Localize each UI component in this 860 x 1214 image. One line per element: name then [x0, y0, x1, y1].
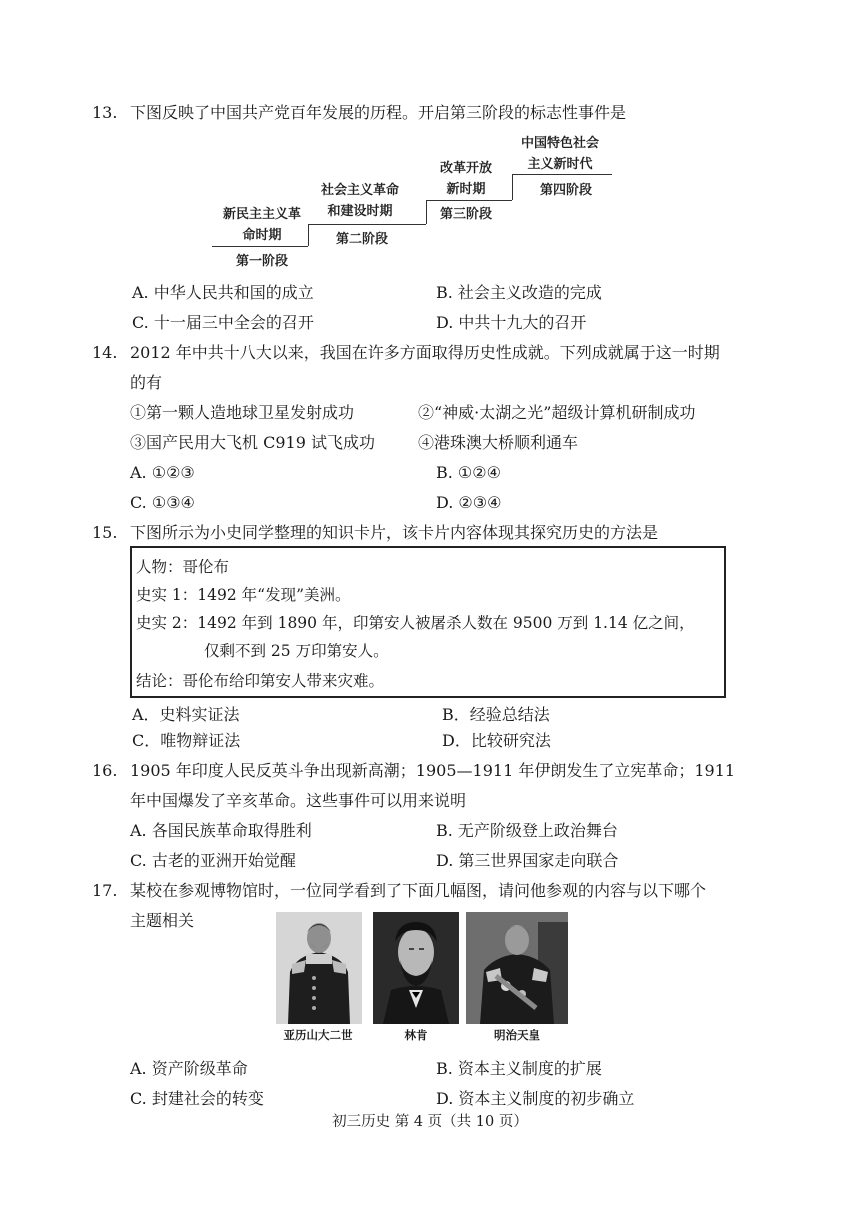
portrait-alexander-ii: [276, 912, 362, 1024]
stair-step-1: [212, 246, 308, 247]
question-stem: 主题相关: [130, 911, 195, 930]
option-d[interactable]: D．比较研究法: [442, 731, 551, 750]
stage3-title: 新时期: [446, 182, 486, 197]
knowledge-card: [130, 546, 726, 698]
card-line: 史实 2：1492 年到 1890 年，印第安人被屠杀人数在 9500 万到 1.14 亿之间，: [136, 614, 695, 632]
option-c[interactable]: C．唯物辩证法: [132, 731, 241, 750]
stair-riser-3: [512, 174, 513, 200]
stage2-title: 社会主义革命: [320, 183, 399, 198]
card-line: 人物：哥伦布: [136, 558, 230, 576]
option-b[interactable]: B. 无产阶级登上政治舞台: [436, 821, 618, 840]
option-c[interactable]: C. 封建社会的转变: [130, 1089, 264, 1108]
option-a[interactable]: A. 各国民族革命取得胜利: [130, 821, 312, 840]
option-a[interactable]: A. 中华人民共和国的成立: [132, 283, 314, 302]
card-line: 仅剩不到 25 万印第安人。: [204, 642, 389, 660]
question-number: 17.: [92, 881, 118, 900]
question-stem: 2012 年中共十八大以来，我国在许多方面取得历史性成就。下列成就属于这一时期: [130, 343, 720, 362]
question-number: 15.: [92, 523, 118, 542]
option-b[interactable]: B. 资本主义制度的扩展: [436, 1059, 602, 1078]
question-stem: 某校在参观博物馆时，一位同学看到了下面几幅图，请问他参观的内容与以下哪个: [130, 881, 707, 900]
question-number: 13.: [92, 103, 118, 122]
option-a[interactable]: A. ①②③: [130, 463, 195, 482]
question-stem: 的有: [130, 373, 163, 392]
option-b[interactable]: B. ①②④: [436, 463, 501, 482]
option-d[interactable]: D. 中共十九大的召开: [436, 313, 587, 332]
option-b[interactable]: B. 社会主义改造的完成: [436, 283, 602, 302]
stage4-title: 主义新时代: [527, 157, 593, 172]
question-stem: 年中国爆发了辛亥革命。这些事件可以用来说明: [130, 791, 467, 810]
stair-step-2: [308, 224, 426, 225]
statement-item: ③国产民用大飞机 C919 试飞成功: [130, 433, 375, 452]
stage4-title: 中国特色社会: [520, 136, 599, 151]
question-stem: 下图所示为小史同学整理的知识卡片，该卡片内容体现其探究历史的方法是: [130, 523, 659, 542]
stage1-label: 第一阶段: [235, 254, 288, 269]
portrait-caption: 明治天皇: [494, 1028, 540, 1042]
portrait-caption: 林肯: [404, 1028, 428, 1042]
option-d[interactable]: D. ②③④: [436, 493, 502, 512]
option-d[interactable]: D. 第三世界国家走向联合: [436, 851, 619, 870]
card-line: 结论：哥伦布给印第安人带来灾难。: [136, 672, 385, 690]
stage1-title: 新民主主义革: [222, 207, 301, 222]
stage3-title: 改革开放: [439, 161, 492, 176]
option-b[interactable]: B．经验总结法: [442, 705, 550, 724]
statement-item: ①第一颗人造地球卫星发射成功: [130, 403, 355, 422]
card-line: 史实 1：1492 年“发现”美洲。: [136, 586, 351, 604]
question-stem: 1905 年印度人民反英斗争出现新高潮；1905—1911 年伊朗发生了立宪革命；1911: [130, 761, 736, 780]
option-d[interactable]: D. 资本主义制度的初步确立: [436, 1089, 635, 1108]
option-c[interactable]: C. ①③④: [130, 493, 195, 512]
portrait-lincoln: [373, 912, 459, 1024]
question-stem: 下图反映了中国共产党百年发展的历程。开启第三阶段的标志性事件是: [130, 103, 627, 122]
statement-item: ②“神威·太湖之光”超级计算机研制成功: [418, 403, 696, 422]
stair-riser-1: [308, 224, 309, 246]
option-c[interactable]: C. 十一届三中全会的召开: [132, 313, 314, 332]
option-a[interactable]: A. 资产阶级革命: [130, 1059, 248, 1078]
statement-item: ④港珠澳大桥顺利通车: [418, 433, 579, 452]
page-footer: 初三历史 第 4 页（共 10 页）: [332, 1114, 528, 1130]
stage4-label: 第四阶段: [539, 183, 592, 198]
portrait-caption: 亚历山大二世: [283, 1028, 353, 1042]
stage3-label: 第三阶段: [439, 207, 492, 222]
option-c[interactable]: C. 古老的亚洲开始觉醒: [130, 851, 296, 870]
stage2-label: 第二阶段: [335, 232, 388, 247]
question-number: 14.: [92, 343, 118, 362]
question-number: 16.: [92, 761, 118, 780]
stage2-title: 和建设时期: [327, 204, 393, 219]
option-a[interactable]: A．史料实证法: [132, 705, 240, 724]
portrait-meiji: [466, 912, 568, 1024]
stair-step-3: [426, 200, 512, 201]
stage1-title: 命时期: [242, 228, 282, 243]
